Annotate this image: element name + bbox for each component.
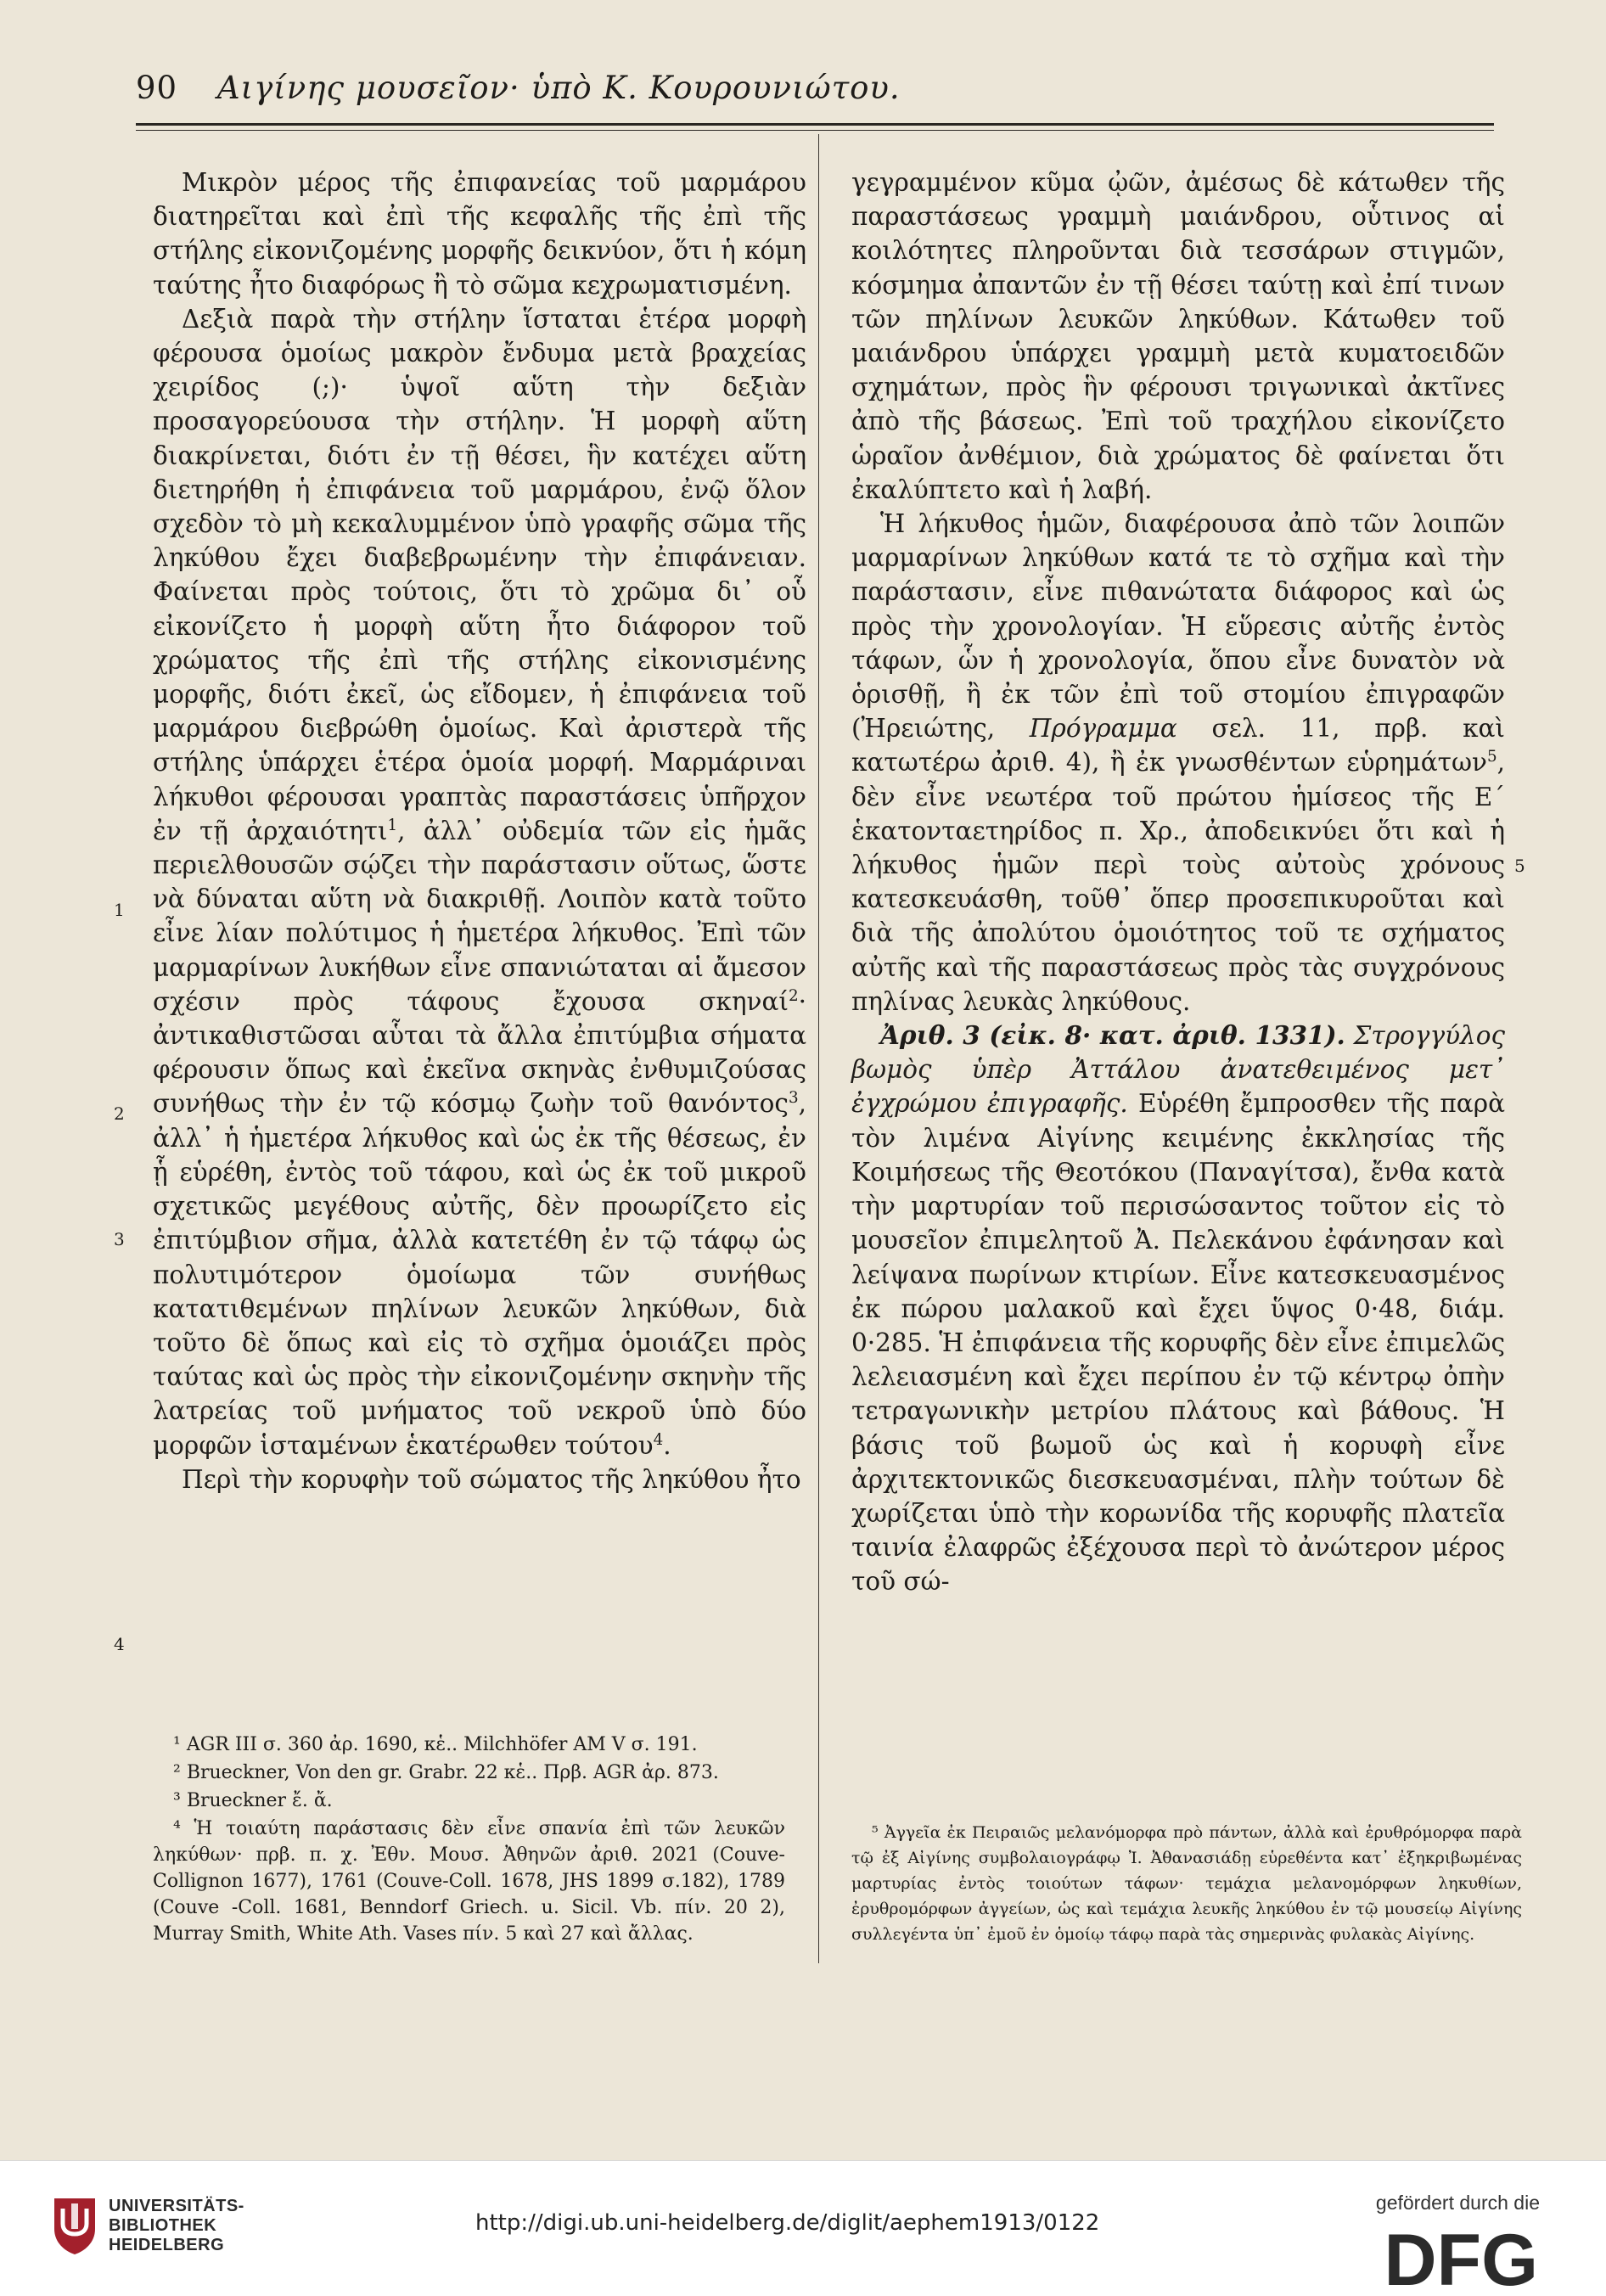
margin-note-1: 1 bbox=[114, 900, 125, 920]
left-text-2a: Δεξιὰ παρὰ τὴν στήλην ἵσταται ἑτέρα μορφὴ φέρουσα ὁμοίως μακρὸν ἔνδυμα μετὰ βραχείας χειρίδος (;)· ὑψοῖ αὕτη τὴν δεξιὰν προσαγορεύουσα τὴν στήλην. Ἡ μορφὴ αὕτη διακρίνεται, διότι ἐν τῇ θέσει, ἣν κατέχει αὕτη διετηρήθη ἡ ἐπιφάνεια τοῦ μαρμάρου, ἐνῷ ὅλον σχεδὸν τὸ μὴ κεκαλυμμένον ὑπὸ γραφῆς σῶμα τῆς ληκύθου ἔχει διαβεβρωμένην τὴν ἐπιφάνειαν. Φαίνεται πρὸς τούτοις, ὅτι τὸ χρῶμα δι᾽ οὗ εἰκονίζετο ἡ μορφὴ αὕτη ἦτο διάφορον τοῦ χρώματος τῆς ἐπὶ τῆς στήλης εἰκονισμένης μορφῆς, διότι ἐκεῖ, ὡς εἴδομεν, ἡ ἐπιφάνεια τοῦ μαρμάρου διεβρώθη ὁμοίως. Καὶ ἀριστερὰ τῆς στήλης ὑπάρχει ἑτέρα ὁμοία μορφή. Μαρμάριναι λήκυθοι φέρουσαι γραπτὰς παραστάσεις ὑπῆρχον ἐν τῇ ἀρχαιότητι bbox=[153, 304, 806, 845]
footnote-3: ³ Brueckner ἔ. ἄ. bbox=[173, 1790, 333, 1811]
ub-line-2: BIBLIOTHEK bbox=[109, 2216, 217, 2235]
ub-seal-icon bbox=[49, 2195, 100, 2256]
footnotes-right bbox=[851, 1820, 1522, 1949]
entry-number: Ἀριθ. 3 (εἰκ. 8· κατ. ἀριθ. 1331). bbox=[880, 1020, 1345, 1051]
ub-name bbox=[109, 2197, 244, 2255]
right-paragraph-1: γεγραμμένον κῦμα ᾠῶν, ἀμέσως δὲ κάτωθεν τῆς παραστάσεως γραμμὴ μαιάνδρου, οὗτινος αἱ κοιλότητες πληροῦνται διὰ τεσσάρων στιγμῶν, κόσμημα ἀπαντῶν ἐν τῇ θέσει ταύτῃ καὶ ἐπί τινων τῶν πηλίνων λευκῶν ληκύθων. Κάτωθεν τοῦ μαιάνδρου ὑπάρχει γραμμὴ μετὰ κυματοειδῶν σχημάτων, πρὸς ἣν φέρουσι τριγωνικαὶ ἀκτῖνες ἀπὸ τῆς βάσεως. Ἐπὶ τοῦ τραχήλου εἰκονίζετο ὡραῖον ἀνθέμιον, διὰ χρώματος δὲ φαίνεται ὅτι ἐκαλύπτετο καὶ ἡ λαβή. bbox=[851, 168, 1505, 504]
running-title: Αιγίνης μουσεῖον· ὑπὸ Κ. Κουρουνιώτου. bbox=[216, 70, 901, 106]
page-number: 90 bbox=[136, 70, 178, 106]
footnote-4: ⁴ Ἡ τοιαύτη παράστασις δὲν εἶνε σπανία ἐπὶ τῶν λευκῶν ληκύθων· πρβ. π. χ. Ἐθν. Μουσ. Ἀθηνῶν ἀριθ. 2021 (Couve-Collignon 1677), 1761 (Couve-Coll. 1678, JHS 1899 σ.182), 1789 (Couve -Coll. 1681, Benndorf Griech. u. Sicil. Vb. πίν. 20 2), Murray Smith, White Ath. Vases πίν. 5 καὶ 27 καὶ ἄλλας. bbox=[153, 1818, 785, 1945]
ub-line-3: HEIDELBERG bbox=[109, 2236, 225, 2254]
right-paragraph-3 bbox=[851, 1019, 1505, 1598]
dfg-logo-icon[interactable] bbox=[1328, 2224, 1540, 2292]
right-text-2c: , δὲν εἶνε νεωτέρα τοῦ πρώτου ἡμίσεος τῆς Ε΄ ἑκατονταετηρίδος π. Χρ., ἀποδεικνύει ὅτι καὶ ἡ λήκυθος ἡμῶν περὶ τοὺς αὐτοὺς χρόνους κατεσκευάσθη, τοῦθ᾽ ὅπερ προσεπικυροῦται καὶ διὰ τῆς ἀπολύτου ὁμοιότητος τοῦ τε σχήματος αὐτῆς καὶ τῆς παραστάσεως πρὸς τὰς συγχρόνους πηλίνας λευκὰς ληκύθους. bbox=[851, 748, 1505, 1016]
dfg-logo-text: DFG bbox=[1384, 2224, 1538, 2292]
right-text-2b: σελ. 11, πρβ. καὶ κατωτέρω ἀριθ. 4), ἢ ἐκ γνωσθέντων εὑρημάτων bbox=[851, 714, 1505, 777]
footnote-ref-2: 2 bbox=[788, 987, 799, 1006]
header-rule-thin bbox=[136, 130, 1494, 131]
footnote-ref-1: 1 bbox=[387, 817, 398, 835]
right-text-3: Εὑρέθη ἔμπροσθεν τῆς παρὰ τὸν λιμένα Αἰγίνης κειμένης ἐκκλησίας τῆς Κοιμήσεως τῆς Θεοτόκου (Παναγίτσα), ἔνθα κατὰ τὴν μαρτυρίαν τοῦ περισώσαντος τοῦτον εἰς τὸ μουσεῖον ἐπιμελητοῦ Ἀ. Πελεκάνου ἐφάνησαν καὶ λείψανα πωρίνων κτιρίων. Εἶνε κατεσκευασμένος ἐκ πώρου μαλακοῦ καὶ ἔχει ὕψος 0·48, διάμ. 0·285. Ἡ ἐπιφάνεια τῆς κορυφῆς δὲν εἶνε ἐπιμελῶς λελειασμένη καὶ ἔχει περίπου ἐν τῷ κέντρῳ ὀπὴν τετραγωνικὴν μετρίου πλάτους καὶ βάθους. Ἡ βάσις τοῦ βωμοῦ ὡς καὶ ἡ κορυφὴ εἶνε ἀρχιτεκτονικῶς διεσκευασμέναι, πλὴν τούτων δὲ χωρίζεται ὑπὸ τὴν κορωνίδα τῆς κορυφῆς πλατεῖα ταινία ἐλαφρῶς ἐξέχουσα περὶ τὸ ἀνώτερον μέρος τοῦ σώ- bbox=[851, 1089, 1505, 1597]
programma-title: Πρόγραμμα bbox=[1029, 714, 1177, 744]
entry-title: Στρογγύλος βωμὸς ὑπὲρ Ἀττάλου ἀνατεθειμένος μετ᾽ ἐγχρώμου ἐπιγραφῆς. bbox=[851, 1021, 1505, 1119]
footnote-5: ⁵ Ἀγγεῖα ἐκ Πειραιῶς μελανόμορφα πρὸ πάντων, ἀλλὰ καὶ ἐρυθρόμορφα παρὰ τῷ ἐξ Αἰγίνης συμβολαιογράφῳ Ἰ. Ἀθανασιάδῃ εὑρεθέντα κατ᾽ ἐξηκριβωμένας μαρτυρίας ἐντὸς τοιούτων τάφων· τεμάχια μελανομόρφων ληκυθίων, ἐρυθρομόρφων ἀγγείων, ὡς καὶ τεμάχια λευκῆς ληκύθου ἐν τῷ μουσείῳ Αἰγίνης συλλεγέντα ὑπ᾽ ἐμοῦ ἐν ὁμοίῳ τάφῳ παρὰ τὰς σημερινὰς φυλακὰς Αἰγίνης. bbox=[851, 1823, 1522, 1944]
left-paragraph-3: Περὶ τὴν κορυφὴν τοῦ σώματος τῆς ληκύθου ἦτο bbox=[182, 1464, 801, 1494]
left-column bbox=[153, 166, 806, 1496]
running-head bbox=[136, 70, 901, 106]
left-paragraph-2: Δεξιὰ παρὰ τὴν στήλην ἵσταται ἑτέρα μορφὴ φέρουσα ὁμοίως μακρὸν ἔνδυμα μετὰ βραχείας χειρίδος (;)· ὑψοῖ αὕτη τὴν δεξιὰν προσαγορεύουσα τὴν στήλην. Ἡ μορφὴ αὕτη διακρίνεται, διότι ἐν τῇ θέσει, ἣν κατέχει αὕτη διετηρήθη ἡ ἐπιφάνεια τοῦ μαρμάρου, ἐνῷ ὅλον σχεδὸν τὸ μὴ κεκαλυμμένον ὑπὸ γραφῆς σῶμα τῆς ληκύθου ἔχει διαβεβρωμένην τὴν ἐπιφάνειαν. Φαίνεται πρὸς τούτοις, ὅτι τὸ χρῶμα δι᾽ οὗ εἰκονίζετο ἡ μορφὴ αὕτη ἦτο διάφορον τοῦ χρώματος τῆς ἐπὶ τῆς στήλης εἰκονισμένης μορφῆς, διότι ἐκεῖ, ὡς εἴδομεν, ἡ ἐπιφάνεια τοῦ μαρμάρου διεβρώθη ὁμοίως. Καὶ ἀριστερὰ τῆς στήλης ὑπάρχει ἑτέρα ὁμοία μορφή. Μαρμάριναι λήκυθοι φέρουσαι γραπτὰς παραστάσεις ὑπῆρχον ἐν τῇ ἀρχαιότητι$^1$, ἀλλ᾽ οὐδεμία τῶν εἰς ἡμᾶς περιελθουσῶν σῴζει τὴν παράστασιν οὕτως, ὥστε νὰ δύναται αὕτη νὰ διακριθῇ. Λοιπὸν κατὰ τοῦτο εἶνε λίαν πολύτιμος ἡ ἡμετέρα λήκυθος. Ἐπὶ τῶν μαρμαρίνων λυκήθων εἶνε σπανιώταται αἱ ἄμεσον σχέσιν πρὸς τάφους ἔχουσα σκηναί$^2$· ἀντικαθιστῶσαι αὗται τὰ ἄλλα ἐπιτύμβια σήματα φέρουσιν ὅπως καὶ ἐκεῖνα σκηνὰς ἐνθυμιζούσας συνήθως τὴν ἐν τῷ κόσμῳ ζωὴν τοῦ θανόντος$^3$, ἀλλ᾽ ἡ ἡμετέρα λήκυθος καὶ ὡς ἐκ τῆς θέσεως, ἐν ᾗ εὑρέθη, ἐντὸς τοῦ τάφου, καὶ ὡς ἐκ τοῦ μικροῦ σχετικῶς μεγέθους αὐτῆς, δὲν προωρίζετο εἰς ἐπιτύμβιον σῆμα, ἀλλὰ κατετέθη ἐν τῷ τάφῳ ὡς πολυτιμότερον ὁμοίωμα τῶν συνήθως κατατιθεμένων πηλίνων λευκῶν ληκύθων, διὰ τοῦτο δὲ ὅπως καὶ εἰς τὸ σχῆμα ὁμοιάζει πρὸς ταύτας καὶ ὡς πρὸς τὴν εἰκονιζομένην σκηνὴν τῆς λατρείας τοῦ μνήματος τοῦ νεκροῦ ὑπὸ δύο μορφῶν ἱσταμένων ἑκατέρωθεν τούτου$^4$. bbox=[153, 304, 806, 1460]
footnotes-left bbox=[153, 1732, 785, 1949]
margin-note-3: 3 bbox=[114, 1229, 125, 1249]
margin-note-4: 4 bbox=[114, 1634, 125, 1654]
column-divider bbox=[818, 134, 819, 1963]
margin-note-5: 5 bbox=[1514, 856, 1525, 876]
ub-heidelberg-logo[interactable] bbox=[49, 2190, 244, 2266]
right-text-2a: Ἡ λήκυθος ἡμῶν, διαφέρουσα ἀπὸ τῶν λοιπῶν μαρμαρίνων ληκύθων κατά τε τὸ σχῆμα καὶ τὴν παράστασιν, εἶνε πιθανώτατα διάφορος καὶ ὡς πρὸς τὴν χρονολογίαν. Ἡ εὕρεσις αὐτῆς ἐντὸς τάφων, ὧν ἡ χρονολογία, ὅπου εἶνε δυνατὸν νὰ ὁρισθῇ, ἢ ἐκ τῶν ἐπὶ τοῦ στομίου ἐπιγραφῶν (Ἠρειώτης, bbox=[851, 509, 1505, 744]
right-column bbox=[851, 166, 1505, 1599]
footnote-1: ¹ AGR III σ. 360 ἀρ. 1690, κἑ.. Milchhöfer AM V σ. 191. bbox=[173, 1734, 698, 1755]
sponsor-label: gefördert durch die bbox=[1375, 2192, 1540, 2214]
right-paragraph-2 bbox=[851, 507, 1505, 1019]
left-text-2d: , ἀλλ᾽ ἡ ἡμετέρα λήκυθος καὶ ὡς ἐκ τῆς θέσεως, ἐν ᾗ εὑρέθη, ἐντὸς τοῦ τάφου, καὶ ὡς ἐκ τοῦ μικροῦ σχετικῶς μεγέθους αὐτῆς, δὲν προωρίζετο εἰς ἐπιτύμβιον σῆμα, ἀλλὰ κατετέθη ἐν τῷ τάφῳ ὡς πολυτιμότερον ὁμοίωμα τῶν συνήθως κατατιθεμένων πηλίνων λευκῶν ληκύθων, διὰ τοῦτο δὲ ὅπως καὶ εἰς τὸ σχῆμα ὁμοιάζει πρὸς ταύτας καὶ ὡς πρὸς τὴν εἰκονιζομένην σκηνὴν τῆς λατρείας τοῦ μνήματος τοῦ νεκροῦ ὑπὸ δύο μορφῶν ἱσταμένων ἑκατέρωθεν τούτου bbox=[153, 1089, 806, 1460]
left-paragraph-1: Μικρὸν μέρος τῆς ἐπιφανείας τοῦ μαρμάρου διατηρεῖται καὶ ἐπὶ τῆς κεφαλῆς τῆς ἐπὶ τῆς στήλης εἰκονιζομένης μορφῆς δεικνύον, ὅτι ἡ κόμη ταύτης ἦτο διαφόρως ἢ τὸ σῶμα κεχρωματισμένη. bbox=[153, 168, 806, 300]
left-text-2c: ἀντικαθιστῶσαι αὗται τὰ ἄλλα ἐπιτύμβια σήματα φέρουσιν ὅπως καὶ ἐκεῖνα σκηνὰς ἐνθυμιζούσας συνήθως τὴν ἐν τῷ κόσμῳ ζωὴν τοῦ θανόντος bbox=[153, 1021, 806, 1119]
footnote-ref-5: 5 bbox=[1486, 748, 1497, 766]
left-text-2b: ἀλλ᾽ οὐδεμία τῶν εἰς ἡμᾶς περιελθουσῶν σῴζει τὴν παράστασιν οὕτως, ὥστε νὰ δύναται αὕτη νὰ διακριθῇ. Λοιπὸν κατὰ τοῦτο εἶνε λίαν πολύτιμος ἡ ἡμετέρα λήκυθος. Ἐπὶ τῶν μαρμαρίνων λυκήθων εἶνε σπανιώταται αἱ ἄμεσον σχέσιν πρὸς τάφους ἔχουσα σκηναί bbox=[153, 816, 806, 1016]
digital-copy-link[interactable]: http://digi.ub.uni-heidelberg.de/diglit/aephem1913/0122 bbox=[475, 2210, 1100, 2236]
header-rule-thick bbox=[136, 123, 1494, 126]
footnote-2: ² Brueckner, Von den gr. Grabr. 22 κἑ.. Πρβ. AGR ἀρ. 873. bbox=[173, 1762, 719, 1783]
footnote-ref-4: 4 bbox=[653, 1430, 664, 1449]
margin-note-2: 2 bbox=[114, 1103, 125, 1124]
footnote-ref-3: 3 bbox=[788, 1089, 799, 1108]
ub-line-1: UNIVERSITÄTS- bbox=[109, 2197, 244, 2215]
